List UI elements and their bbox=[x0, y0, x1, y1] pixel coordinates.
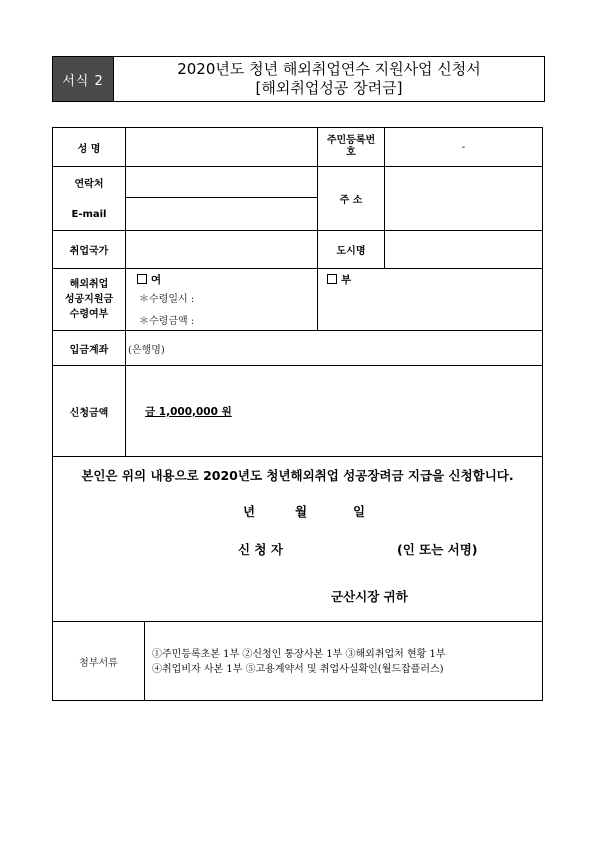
label-email: E-mail bbox=[71, 208, 107, 220]
city-field[interactable] bbox=[385, 231, 542, 268]
amount-value: 금 1,000,000 원 bbox=[145, 405, 232, 418]
support-yes-section bbox=[137, 271, 317, 329]
application-form-table bbox=[52, 127, 543, 701]
col-divider bbox=[317, 268, 318, 330]
resident-number-field[interactable]: - bbox=[461, 141, 466, 153]
label-contact: 연락처 bbox=[74, 178, 104, 190]
address-field[interactable] bbox=[385, 167, 542, 230]
support-no-option[interactable] bbox=[327, 271, 527, 287]
attachments-line2: ④취업비자 사본 1부 ⑤고용계약서 및 취업사실확인(월드잡플러스) bbox=[152, 664, 444, 675]
date-year: 년 bbox=[243, 504, 256, 519]
label-address: 주 소 bbox=[339, 195, 363, 206]
label-support-line2: 성공지원금 bbox=[64, 294, 114, 305]
row-divider bbox=[53, 456, 542, 457]
bank-account-field[interactable]: (은행명) bbox=[128, 344, 165, 356]
form-header bbox=[52, 56, 545, 102]
label-name: 성 명 bbox=[77, 143, 101, 155]
amount-cell bbox=[145, 366, 345, 456]
label-support-line1: 해외취업 bbox=[69, 279, 109, 290]
receive-amount-label: ＊수령금액 : bbox=[139, 316, 195, 327]
support-no-wrap bbox=[327, 272, 351, 287]
email-field[interactable] bbox=[126, 198, 317, 230]
support-yes-option[interactable] bbox=[137, 271, 161, 287]
attachments-list bbox=[152, 645, 541, 679]
support-no-label: 부 bbox=[341, 273, 352, 286]
attachments-line1: ①주민등록초본 1부 ②신청인 통장사본 1부 ③해외취업처 현황 1부 bbox=[152, 649, 446, 660]
contact-field[interactable] bbox=[126, 167, 317, 197]
label-account: 입금계좌 bbox=[69, 344, 109, 356]
label-attachments: 첨부서류 bbox=[79, 658, 118, 669]
support-yes-label: 여 bbox=[151, 273, 162, 286]
name-field[interactable] bbox=[126, 128, 317, 166]
signature-field[interactable]: (인 또는 서명) bbox=[397, 542, 478, 557]
recipient-label: 군산시장 귀하 bbox=[331, 589, 408, 604]
label-country: 취업국가 bbox=[69, 246, 109, 257]
form-title bbox=[114, 57, 544, 101]
label-resident-number: 주민등록번호 bbox=[326, 135, 376, 158]
applicant-label: 신 청 자 bbox=[238, 542, 283, 557]
date-month: 월 bbox=[295, 504, 308, 519]
label-amount: 신청금액 bbox=[69, 407, 109, 419]
col-divider bbox=[144, 621, 145, 700]
label-city: 도시명 bbox=[336, 246, 366, 257]
form-title-line1: 2020년도 청년 해외취업연수 지원사업 신청서 bbox=[177, 60, 481, 78]
declaration-statement: 본인은 위의 내용으로 2020년도 청년해외취업 성공장려금 지급을 신청합니다. bbox=[81, 468, 514, 483]
receive-date-label: ＊수령일시 : bbox=[139, 294, 195, 305]
form-number-tag: 서식 2 bbox=[53, 57, 114, 101]
country-field[interactable] bbox=[126, 231, 317, 268]
date-day: 일 bbox=[353, 504, 366, 519]
checkbox-icon[interactable] bbox=[137, 274, 147, 284]
checkbox-icon[interactable] bbox=[327, 274, 337, 284]
label-support-line3: 수령여부 bbox=[69, 309, 109, 320]
label-support-received bbox=[53, 269, 125, 330]
row-divider bbox=[53, 268, 542, 269]
form-title-line2: [해외취업성공 장려금] bbox=[255, 79, 403, 97]
